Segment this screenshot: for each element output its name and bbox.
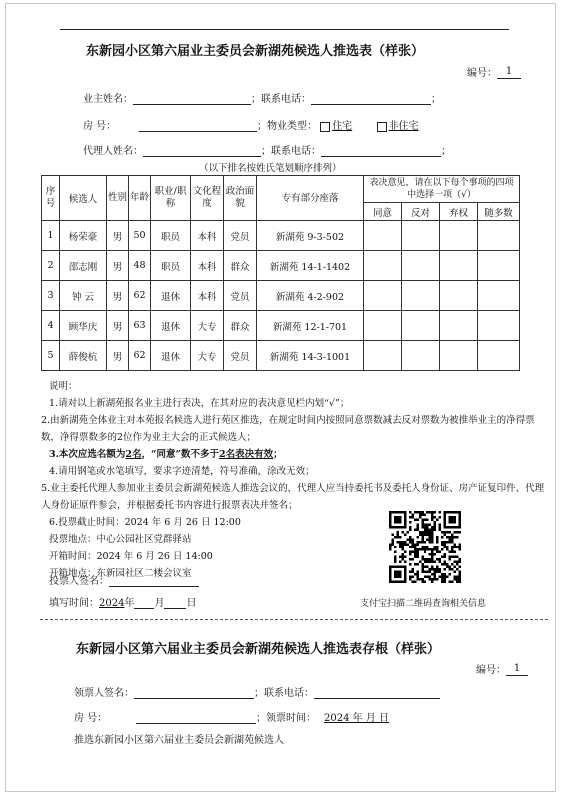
row-education: 本科 [191,281,224,311]
header-follow-majority: 随多数 [478,203,520,221]
header-agree: 同意 [364,203,402,221]
cut-line [40,619,548,620]
qr-code-icon[interactable] [389,511,461,583]
vote-cell-agree[interactable] [364,341,402,371]
vote-cell-oppose[interactable] [402,281,440,311]
qr-caption: 支付宝扫描二维码查询相关信息 [360,599,487,609]
stub-receiver-label: 领票人签名： [74,688,134,699]
stub-room-field[interactable] [136,711,256,724]
header-abstain: 弃权 [440,203,478,221]
count-time: 开箱时间：2024 年 6 月 26 日 14:00 [49,551,213,562]
count-place: 开箱地点：东新园社区二楼会议室 [49,568,192,579]
row-job: 退休 [151,341,191,371]
vote-cell-oppose[interactable] [402,341,440,371]
number-label-text: 编号： [467,68,497,79]
row-candidate-name: 杨荣豪 [60,221,107,251]
table-row [42,281,520,311]
row-gender: 男 [107,311,129,341]
stub-receiver-row [74,684,440,699]
number-value[interactable]: 1 [497,66,521,79]
row-education: 大专 [191,311,224,341]
note-6: 6.投票截止时间：2024 年 6 月 26 日 12:00 [49,517,241,528]
row-property: 新湖苑 14-3-1001 [257,341,364,371]
row-property: 新湖苑 14-1-1402 [257,251,364,281]
row-job: 职员 [151,251,191,281]
owner-row [83,90,441,105]
semicolon: ； [431,94,441,105]
table-row [42,251,520,281]
stub-room-label: 房 号： [74,713,108,724]
contact-field[interactable] [311,92,431,105]
vote-cell-abstain[interactable] [440,251,478,281]
header-job: 职业/职称 [151,176,191,221]
stub-number-label: 编号： [476,665,506,676]
note-3-c: ，“同意”数不多于 [141,449,219,460]
vote-cell-follow-majority[interactable] [478,311,520,341]
row-job: 职员 [151,221,191,251]
stub-receive-time-value[interactable]: 2024 年 月 日 [324,713,389,724]
fill-day-field[interactable] [164,596,186,609]
agent-contact-field[interactable] [321,144,441,157]
agent-semicolon: ； [441,146,451,157]
table-row [42,311,520,341]
row-education: 大专 [191,341,224,371]
header-candidate: 候选人 [60,176,107,221]
note-3-a: 3.本次应选名额为 [49,449,126,460]
notes-block [41,378,549,582]
owner-name-label: 业主姓名： [83,94,133,105]
room-field[interactable] [139,119,257,132]
month-char: 月 [154,598,165,609]
voter-sign-field[interactable] [109,574,199,587]
fill-time-label: 填写时间： [49,598,99,609]
contact-label: ；联系电话： [251,94,311,105]
vote-cell-oppose[interactable] [402,221,440,251]
stub-title: 东新园小区第六届业主委员会新湖苑候选人推选表存根（样张） [76,642,441,657]
header-politics: 政治面貌 [224,176,257,221]
header-vote-note: 表决意见，请在以下每个事项的四项中选择一项（√） [364,176,520,203]
row-politics: 群众 [224,311,257,341]
row-politics: 党员 [224,221,257,251]
row-gender: 男 [107,251,129,281]
row-property: 新湖苑 9-3-502 [257,221,364,251]
note-3-d: 2名表决有效 [218,449,274,460]
row-age: 62 [129,281,151,311]
row-candidate-name: 钟 云 [60,281,107,311]
table-caption: （以下排名按姓氏笔划顺序排列） [199,163,342,174]
room-label: 房 号： [83,121,117,132]
day-char: 日 [186,598,197,609]
row-candidate-name: 薛俊杭 [60,341,107,371]
row-politics: 党员 [224,281,257,311]
note-3 [49,446,549,463]
stub-contact-field[interactable] [314,686,440,699]
vote-cell-oppose[interactable] [402,251,440,281]
row-property: 新湖苑 4-2-902 [257,281,364,311]
vote-cell-follow-majority[interactable] [478,281,520,311]
form-title: 东新园小区第六届业主委员会新湖苑候选人推选表（样张） [86,44,425,59]
agent-name-field[interactable] [143,144,261,157]
stub-footer: 推选东新园小区第六届业主委员会新湖苑候选人 [74,735,284,746]
row-politics: 群众 [224,251,257,281]
top-rule [60,29,509,30]
owner-name-field[interactable] [133,92,251,105]
vote-cell-agree[interactable] [364,221,402,251]
header-gender: 性别 [107,176,129,221]
header-oppose: 反对 [402,203,440,221]
non-residential-label: 非住宅 [388,121,419,132]
fill-month-field[interactable] [134,596,154,609]
row-education: 本科 [191,251,224,281]
row-gender: 男 [107,221,129,251]
row-seq: 1 [42,221,60,251]
vote-cell-follow-majority[interactable] [478,251,520,281]
residential-checkbox[interactable] [320,122,330,132]
agent-contact-label: ；联系电话： [261,146,321,157]
vote-cell-follow-majority[interactable] [478,221,520,251]
stub-number-value[interactable]: 1 [506,663,528,676]
header-education: 文化程度 [191,176,224,221]
non-residential-checkbox[interactable] [377,122,387,132]
header-property: 专有部分座落 [257,176,364,221]
voter-sign-label: 投票人签名： [49,576,109,587]
row-gender: 男 [107,341,129,371]
stub-contact-label: ；联系电话： [254,688,314,699]
row-seq: 5 [42,341,60,371]
note-1: 1.请对以上新湖苑报名业主进行表决，在其对应的表决意见栏内划“√”； [49,398,350,409]
header-age: 年龄 [129,176,151,221]
agent-name-label: 代理人姓名： [83,146,143,157]
vote-cell-abstain[interactable] [440,311,478,341]
agent-row [83,142,451,157]
vote-cell-agree[interactable] [364,311,402,341]
row-age: 62 [129,341,151,371]
row-politics: 党员 [224,341,257,371]
row-seq: 3 [42,281,60,311]
table-row [42,221,520,251]
property-type-label: ；物业类型： [257,121,317,132]
row-job: 退休 [151,281,191,311]
candidate-table [41,175,520,371]
row-seq: 4 [42,311,60,341]
row-candidate-name: 邵志刚 [60,251,107,281]
stub-receive-time-label: ；领票时间： [256,713,316,724]
row-age: 63 [129,311,151,341]
residential-label: 住宅 [332,121,353,132]
row-seq: 2 [42,251,60,281]
fill-year[interactable]: 2024 [99,598,125,609]
row-age: 50 [129,221,151,251]
stub-number [476,661,528,676]
row-gender: 男 [107,281,129,311]
table-row [42,341,520,371]
vote-cell-agree[interactable] [364,251,402,281]
stub-receiver-field[interactable] [134,686,254,699]
note-5: 5.业主委托代理人参加业主委员会新湖苑候选人推选会议的，代理人应当持委托书及委托人身份证、房产证复印件、代理人身份证原件参会，并根据委托书内容进行报票表决并签名； [41,483,545,511]
row-age: 48 [129,251,151,281]
header-seq: 序号 [42,176,60,221]
vote-cell-agree[interactable] [364,281,402,311]
vote-cell-oppose[interactable] [402,311,440,341]
note-3-e: ； [273,449,283,460]
vote-cell-abstain[interactable] [440,341,478,371]
vote-cell-abstain[interactable] [440,281,478,311]
vote-cell-follow-majority[interactable] [478,341,520,371]
vote-place: 投票地点：中心公园社区党群驿站 [49,534,192,545]
row-education: 本科 [191,221,224,251]
stub-room-row [74,709,397,724]
fill-time-row [49,594,196,609]
vote-cell-abstain[interactable] [440,221,478,251]
row-property: 新湖苑 12-1-701 [257,311,364,341]
note-4: 4.请用钢笔或水笔填写，要求字迹清楚，符号准确，涂改无效； [49,466,315,477]
row-job: 退休 [151,311,191,341]
note-3-b: 2名 [125,449,142,460]
number-label [467,64,521,79]
year-char: 年 [124,598,135,609]
room-row [83,117,419,132]
note-2: 2.由新湖苑全体业主对本苑报名候选人进行苑区推选，在规定时间内按照同意票数减去反对票数为被推举业主的净得票数，净得票数多的2位作为业主大会的正式候选人； [41,415,535,443]
notes-heading: 说明： [49,381,78,392]
voter-sign-row [49,572,199,587]
row-candidate-name: 顾华庆 [60,311,107,341]
